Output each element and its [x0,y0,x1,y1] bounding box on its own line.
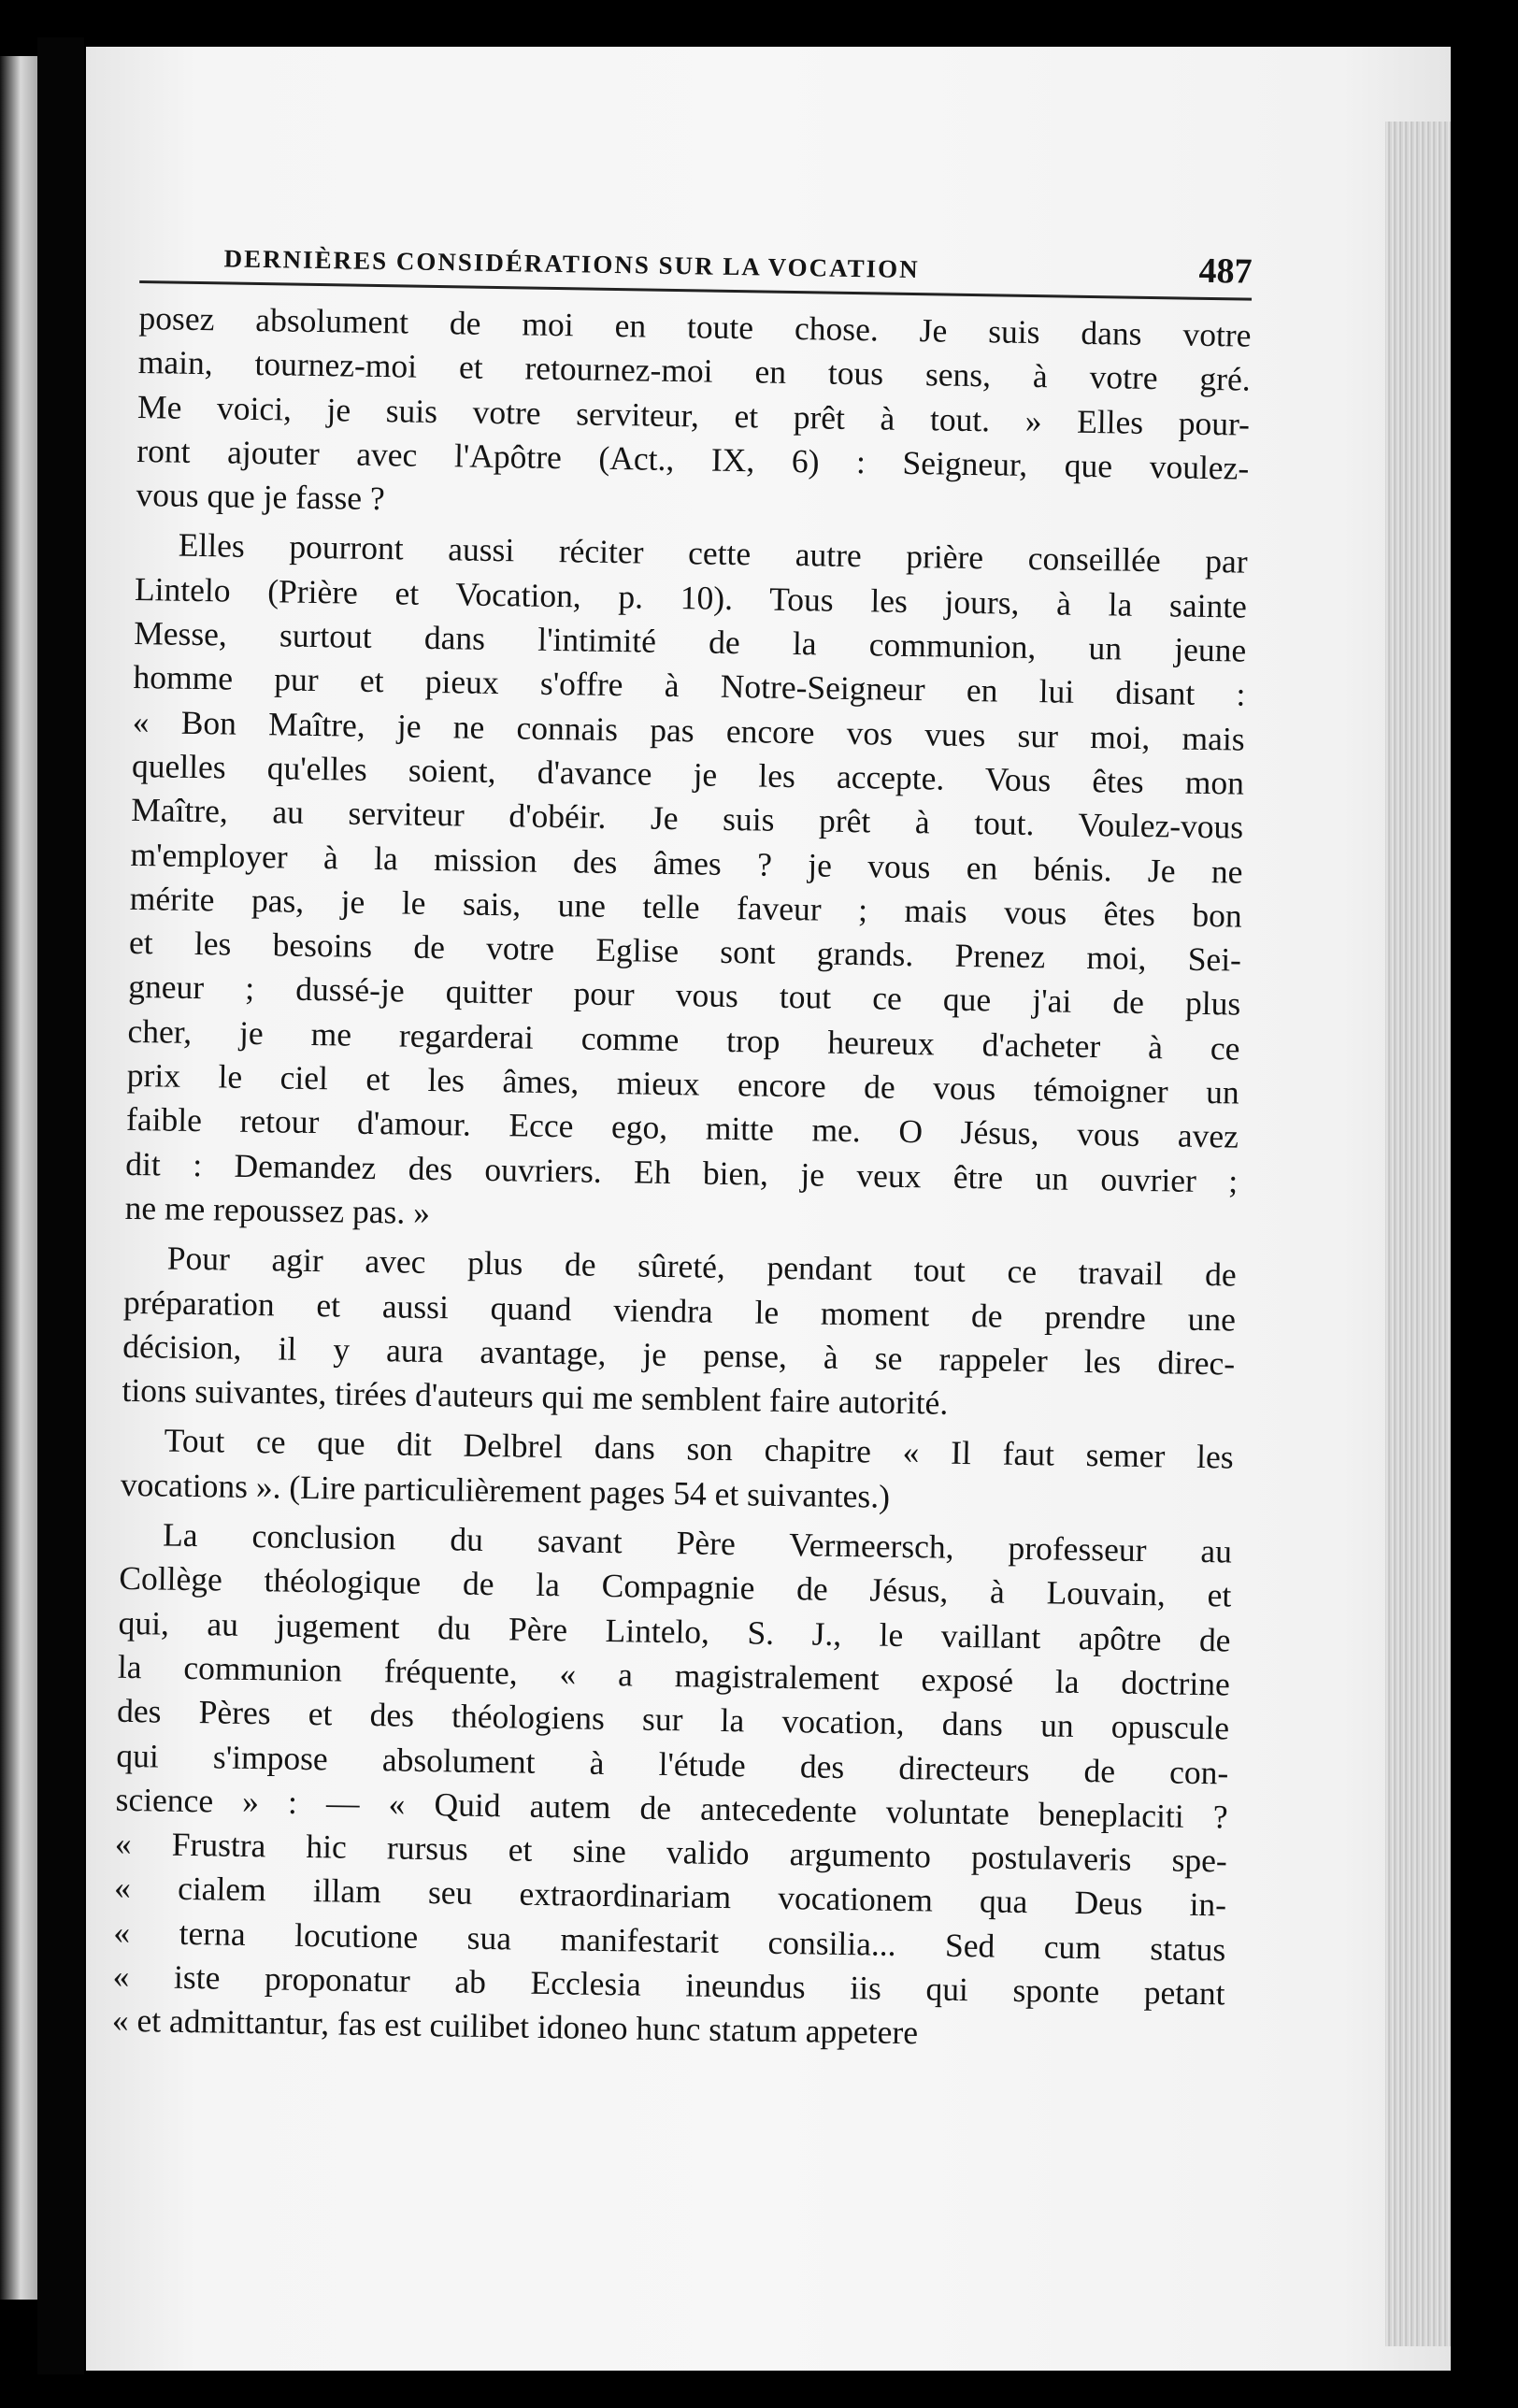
text-line: posez absolument de moi en toute chose. Je suis dans votre [138,298,1252,354]
text-line: tions suivantes, tirées d'auteurs qui me semblent faire autorité. [122,1370,949,1422]
text-line: quelles qu'elles soient, d'avance je les accepte. Vous êtes mon [131,746,1245,802]
text-line: « cialem illam seu extraordinariam vocationem qua Deus in- [113,1869,1227,1924]
text-line: qui, au jugement du Père Lintelo, S. J., le vaillant apôtre de [118,1603,1231,1659]
text-line: Elles pourront aussi réciter cette autre prière conseillée par [178,526,1248,581]
adjacent-page-edge [0,56,37,2300]
paragraph [121,1418,1234,1524]
text-line: vocations ». (Lire particulièrement pages 54 et suivantes.) [120,1465,891,1515]
text-line: la communion fréquente, « a magistralement exposé la doctrine [117,1647,1231,1703]
text-line: Pour agir avec plus de sûreté, pendant tout ce travail de [166,1239,1237,1294]
text-line: « Frustra hic rursus et sine valido argumento postulaveris spe- [114,1824,1228,1880]
page-stack-edges [1385,122,1451,2346]
running-head: DERNIÈRES CONSIDÉRATIONS SUR LA VOCATION [223,244,920,284]
text-line: ne me repoussez pas. » [124,1188,431,1231]
text-line: faible retour d'amour. Ecce ego, mitte me. O Jésus, vous avez [125,1100,1239,1155]
text-line: Maître, au serviteur d'obéir. Je suis prêt à tout. Voulez-vous [131,791,1244,846]
text-line: Me voici, je suis votre serviteur, et prêt à tout. » Elles pour- [136,387,1251,443]
text-line: science » : — « Quid autem de antecedente voluntate beneplaciti ? [115,1780,1228,1836]
book-gutter [37,37,84,2374]
paragraph [122,1236,1237,1430]
page-content [112,234,1253,2066]
text-line: gneur ; dussé-je quitter pour vous tout ce que j'ai de plus [128,968,1241,1024]
text-line: « Bon Maître, je ne connais pas encore vos vues sur moi, mais [132,702,1245,758]
text-line: Messe, surtout dans l'intimité de la communion, un jeune [133,614,1247,669]
text-line: ront ajouter avec l'Apôtre (Act., IX, 6) : Seigneur, que voulez- [136,431,1250,487]
text-line: homme pur et pieux s'offre à Notre-Seigneur en lui disant : [133,658,1246,714]
text-line: des Pères et des théologiens sur la vocation, dans un opuscule [116,1692,1230,1747]
text-line: mérite pas, je le sais, une telle faveur ; mais vous êtes bon [129,879,1243,935]
text-line: décision, il y aura avantage, je pense, à se rappeler les direc- [122,1326,1236,1383]
text-line: La conclusion du savant Père Vermeersch, professeur au [162,1515,1233,1570]
page-number: 487 [1198,251,1253,292]
text-line: prix le ciel et les âmes, mieux encore de vous témoigner un [126,1055,1240,1111]
text-line: « iste proponatur ab Ecclesia ineundus iis qui sponte petant [112,1956,1225,2013]
text-line: « et admittantur, fas est cuilibet idoneo hunc statum appetere [111,2001,919,2052]
text-line: Tout ce que dit Delbrel dans son chapitre « Il faut semer les [164,1421,1234,1476]
text-line: préparation et aussi quand viendra le moment de prendre une [122,1283,1237,1339]
scan-border-right [1451,0,1518,2408]
text-line: qui s'impose absolument à l'étude des directeurs de con- [116,1736,1229,1791]
text-line: main, tournez-moi et retournez-moi en tous sens, à votre gré. [137,343,1252,398]
paragraph [124,523,1248,1247]
paragraph [136,296,1252,535]
book-page [86,47,1451,2371]
text-line: m'employer à la mission des âmes ? je vous en bénis. Je ne [130,835,1243,891]
text-line: et les besoins de votre Eglise sont grands. Prenez moi, Sei- [128,924,1242,979]
page-header [139,234,1253,301]
text-line: vous que je fasse ? [136,476,386,518]
paragraph [112,1512,1233,2060]
text-line: Lintelo (Prière et Vocation, p. 10). Tous les jours, à la sainte [134,569,1248,625]
text-line: Collège théologique de la Compagnie de Jésus, à Louvain, et [119,1559,1232,1614]
text-line: dit : Demandez des ouvriers. Eh bien, je veux être un ouvrier ; [125,1144,1239,1200]
body-text [112,296,1252,2060]
text-line: « terna locutione sua manifestarit consilia... Sed cum status [113,1913,1226,1969]
text-line: cher, je me regarderai comme trop heureux d'acheter à ce [127,1011,1240,1068]
